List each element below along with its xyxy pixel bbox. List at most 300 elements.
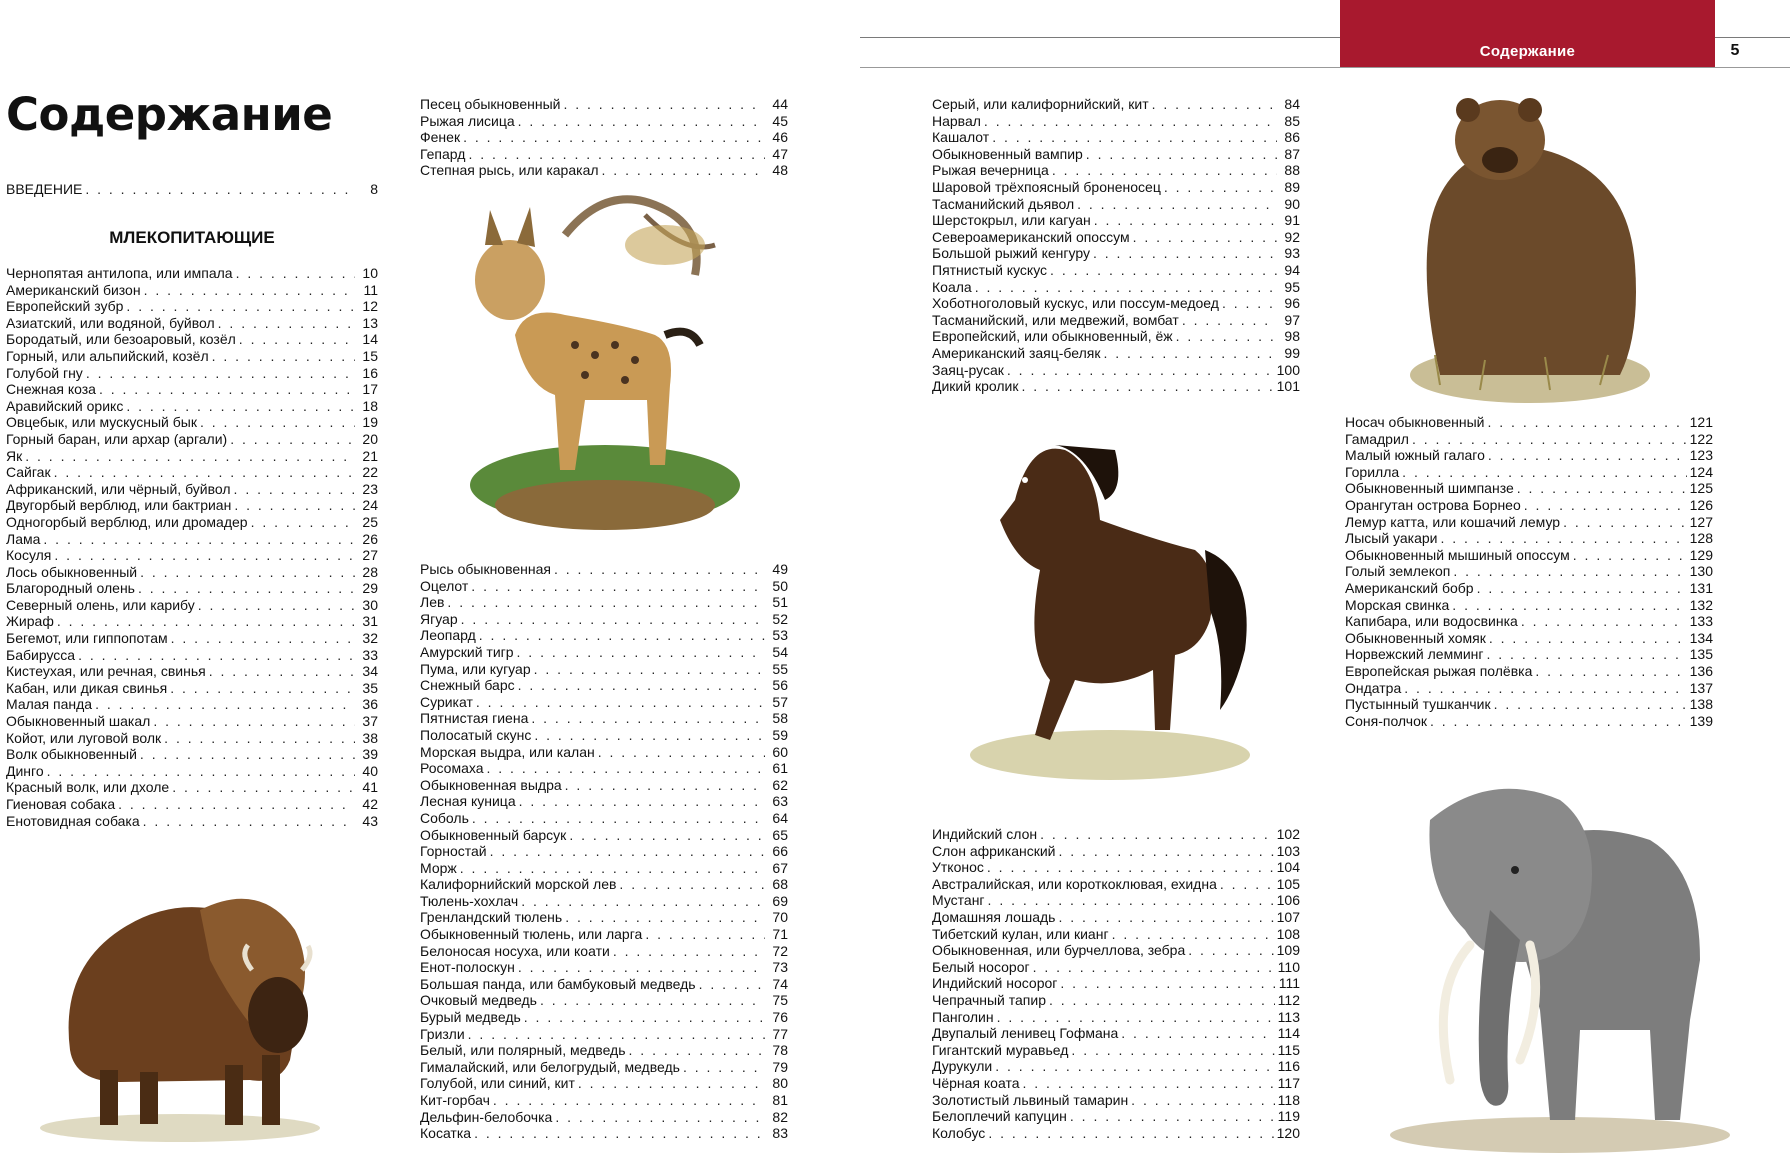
toc-entry[interactable] — [420, 113, 788, 130]
toc-entry-page: 118 — [1277, 1091, 1300, 1108]
toc-entry[interactable] — [420, 727, 788, 744]
toc-entry[interactable] — [932, 1009, 1300, 1026]
dot-leader — [988, 892, 1274, 909]
toc-entry[interactable] — [420, 1109, 788, 1126]
toc-entry-title: Пустынный тушканчик — [1345, 696, 1491, 713]
toc-entry-title: Обыкновенный вампир — [932, 145, 1083, 162]
toc-entry-page: 85 — [1284, 112, 1300, 129]
toc-entry[interactable] — [1345, 447, 1713, 464]
dot-leader — [1060, 975, 1275, 992]
dot-leader — [99, 381, 355, 398]
dot-leader — [1563, 514, 1687, 531]
toc-entry[interactable] — [420, 162, 788, 179]
dot-leader — [1402, 464, 1686, 481]
toc-entry-title: Бурый медведь — [420, 1009, 521, 1026]
dot-leader — [1022, 1075, 1274, 1092]
toc-entry[interactable] — [932, 1075, 1300, 1092]
dot-leader — [518, 959, 765, 976]
toc-entry-title: Гималайский, или белогрудый, медведь — [420, 1058, 680, 1075]
toc-entry[interactable] — [932, 229, 1300, 246]
toc-entry[interactable] — [6, 713, 378, 730]
toc-entry-title: Лесная куница — [420, 793, 516, 810]
toc-entry[interactable] — [1345, 547, 1713, 564]
toc-entry-title: Европейский, или обыкновенный, ёж — [932, 328, 1173, 345]
toc-entry-page: 12 — [362, 298, 378, 315]
dot-leader — [172, 779, 355, 796]
toc-entry-title: Красный волк, или дхоле — [6, 779, 170, 796]
toc-entry[interactable] — [420, 1009, 788, 1026]
toc-entry[interactable] — [420, 561, 788, 578]
toc-entry-page: 56 — [772, 677, 788, 694]
toc-entry[interactable] — [6, 497, 378, 514]
dot-leader — [988, 1125, 1273, 1142]
dot-leader — [569, 827, 765, 844]
toc-entry[interactable] — [420, 876, 788, 893]
dot-leader — [474, 1125, 765, 1142]
toc-entry[interactable] — [1345, 613, 1713, 630]
toc-entry-page: 107 — [1276, 908, 1300, 925]
toc-entry[interactable] — [1345, 497, 1713, 514]
toc-entry[interactable] — [6, 730, 378, 747]
toc-entry-title: Серый, или калифорнийский, кит — [932, 96, 1149, 112]
toc-entry[interactable] — [420, 992, 788, 1009]
toc-entry[interactable] — [6, 414, 378, 431]
toc-entry[interactable] — [420, 146, 788, 163]
dot-leader — [1077, 196, 1277, 213]
dot-leader — [1058, 843, 1273, 860]
elephant-illustration — [1370, 760, 1730, 1160]
toc-entry[interactable] — [420, 909, 788, 926]
dot-leader — [85, 181, 355, 198]
toc-entry[interactable] — [1345, 580, 1713, 597]
toc-entry-page: 117 — [1277, 1074, 1300, 1091]
toc-entry[interactable] — [1345, 630, 1713, 647]
toc-entry-page: 122 — [1689, 430, 1713, 447]
toc-entry-page: 95 — [1284, 278, 1300, 295]
toc-entry-title: Обыкновенная, или бурчеллова, зебра — [932, 942, 1186, 959]
toc-entry-page: 30 — [362, 596, 378, 613]
toc-entry-title: Панголин — [932, 1008, 994, 1025]
toc-entry[interactable] — [932, 162, 1300, 179]
toc-entry[interactable] — [420, 594, 788, 611]
toc-entry[interactable] — [1345, 680, 1713, 697]
dot-leader — [563, 96, 765, 113]
toc-entry[interactable] — [6, 481, 378, 498]
toc-entry-page: 137 — [1689, 679, 1713, 696]
toc-entry[interactable] — [420, 1026, 788, 1043]
toc-entry[interactable] — [420, 611, 788, 628]
dot-leader — [1517, 480, 1687, 497]
dot-leader — [140, 564, 355, 581]
toc-entry[interactable] — [932, 245, 1300, 262]
toc-entry[interactable] — [1345, 597, 1713, 614]
toc-column-3-top — [932, 96, 1300, 395]
toc-entry-page: 99 — [1284, 344, 1300, 361]
toc-entry-page: 103 — [1276, 842, 1300, 859]
toc-entry-title: Обыкновенный шакал — [6, 713, 151, 730]
toc-entry-title: Фенек — [420, 129, 461, 146]
dot-leader — [209, 663, 355, 680]
toc-column-4 — [1345, 414, 1713, 729]
dot-leader — [1404, 680, 1686, 697]
toc-entry-title: Обыкновенная выдра — [420, 776, 562, 793]
toc-entry-page: 76 — [772, 1009, 788, 1026]
toc-entry[interactable] — [932, 1092, 1300, 1109]
toc-entry[interactable] — [932, 96, 1300, 113]
toc-entry-page: 25 — [362, 513, 378, 530]
toc-entry-title: Североамериканский опоссум — [932, 228, 1130, 245]
dot-leader — [447, 594, 765, 611]
toc-entry[interactable] — [932, 942, 1300, 959]
toc-entry[interactable] — [6, 796, 378, 813]
toc-entry[interactable] — [932, 196, 1300, 213]
toc-entry[interactable] — [6, 431, 378, 448]
toc-entry-title: Голубой гну — [6, 364, 83, 381]
toc-entry[interactable] — [932, 113, 1300, 130]
toc-entry[interactable] — [932, 975, 1300, 992]
dot-leader — [468, 146, 765, 163]
toc-entry-title: Снежный барс — [420, 677, 515, 694]
dot-leader — [1021, 378, 1273, 395]
toc-entry[interactable] — [932, 926, 1300, 943]
toc-entry-title: Азиатский, или водяной, буйвол — [6, 314, 215, 331]
toc-entry-page: 26 — [362, 530, 378, 547]
toc-entry-page: 90 — [1284, 195, 1300, 212]
toc-entry[interactable] — [6, 265, 378, 282]
toc-entry-page: 128 — [1689, 530, 1713, 547]
toc-entry[interactable] — [932, 1042, 1300, 1059]
toc-entry-page: 28 — [362, 563, 378, 580]
toc-entry[interactable] — [420, 1125, 788, 1142]
dot-leader — [1489, 630, 1687, 647]
dot-leader — [1182, 312, 1277, 329]
toc-entry-title: Калифорнийский морской лев — [420, 876, 617, 893]
toc-entry[interactable] — [6, 514, 378, 531]
toc-entry-title: ВВЕДЕНИЕ — [6, 181, 83, 197]
dot-leader — [461, 611, 765, 628]
toc-entry[interactable] — [420, 694, 788, 711]
dot-leader — [251, 514, 355, 531]
toc-entry-title: Леопард — [420, 627, 476, 644]
toc-entry[interactable] — [6, 663, 378, 680]
toc-entry-title: Соня-полчок — [1345, 712, 1427, 729]
toc-entry-page: 100 — [1276, 361, 1300, 378]
toc-entry[interactable] — [6, 613, 378, 630]
toc-entry[interactable] — [932, 843, 1300, 860]
toc-entry-page: 27 — [362, 547, 378, 564]
toc-entry[interactable] — [6, 746, 378, 763]
toc-entry-title: Койот, или луговой волк — [6, 729, 162, 746]
toc-entry[interactable] — [1345, 480, 1713, 497]
toc-entry[interactable] — [932, 146, 1300, 163]
dot-leader — [565, 777, 765, 794]
toc-entry-page: 113 — [1277, 1008, 1300, 1025]
toc-entry[interactable] — [1345, 663, 1713, 680]
toc-entry[interactable] — [1345, 713, 1713, 730]
toc-entry[interactable] — [6, 763, 378, 780]
toc-entry[interactable] — [932, 1125, 1300, 1142]
toc-entry-title: Рыжая вечерница — [932, 162, 1049, 179]
toc-entry-page: 70 — [772, 909, 788, 926]
toc-entry[interactable] — [420, 943, 788, 960]
dot-leader — [1176, 328, 1277, 345]
toc-entry-page: 47 — [772, 145, 788, 162]
toc-entry[interactable] — [420, 1042, 788, 1059]
toc-entry-title: Бородатый, или безоаровый, козёл — [6, 331, 236, 348]
toc-entry[interactable] — [420, 644, 788, 661]
toc-entry[interactable] — [420, 760, 788, 777]
toc-entry-page: 59 — [772, 726, 788, 743]
toc-entry[interactable] — [420, 843, 788, 860]
toc-entry-page: 87 — [1284, 145, 1300, 162]
dot-leader — [493, 1092, 765, 1109]
toc-entry[interactable] — [6, 779, 378, 796]
dot-leader — [1453, 563, 1686, 580]
toc-entry[interactable] — [932, 129, 1300, 146]
toc-entry[interactable] — [932, 295, 1300, 312]
dot-leader — [25, 448, 355, 465]
toc-entry-page: 61 — [772, 760, 788, 777]
toc-entry[interactable] — [6, 597, 378, 614]
toc-entry-title: Тасманийский, или медвежий, вомбат — [932, 311, 1179, 328]
toc-entry-title: Волк обыкновенный — [6, 746, 137, 763]
toc-entry[interactable] — [420, 744, 788, 761]
toc-entry[interactable] — [6, 564, 378, 581]
toc-entry[interactable] — [1345, 514, 1713, 531]
toc-entry[interactable] — [420, 793, 788, 810]
toc-entry-title: Белый носорог — [932, 958, 1030, 975]
toc-entry-title: Малая панда — [6, 696, 93, 713]
toc-entry-page: 130 — [1689, 563, 1713, 580]
toc-entry[interactable] — [6, 448, 378, 465]
toc-entry[interactable] — [932, 312, 1300, 329]
toc-entry-title: Голый землекоп — [1345, 563, 1451, 580]
toc-entry[interactable] — [1345, 646, 1713, 663]
toc-entry-page: 120 — [1276, 1124, 1300, 1141]
toc-entry-title: Гренландский тюлень — [420, 909, 563, 926]
toc-entry[interactable] — [932, 876, 1300, 893]
toc-entry[interactable] — [6, 547, 378, 564]
toc-entry[interactable] — [1345, 696, 1713, 713]
toc-entry[interactable] — [6, 531, 378, 548]
toc-entry-title: Носач обыкновенный — [1345, 414, 1485, 430]
toc-entry[interactable] — [420, 1075, 788, 1092]
toc-entry[interactable] — [932, 345, 1300, 362]
toc-entry-title: Коала — [932, 278, 972, 295]
toc-entry[interactable] — [6, 647, 378, 664]
toc-entry-page: 86 — [1284, 129, 1300, 146]
toc-entry-page: 13 — [362, 314, 378, 331]
toc-entry-title: Лев — [420, 594, 445, 611]
toc-entry-title: Американский заяц-беляк — [932, 344, 1101, 361]
dot-leader — [1412, 431, 1687, 448]
toc-entry[interactable] — [1345, 530, 1713, 547]
toc-entry-page: 104 — [1276, 859, 1300, 876]
toc-entry[interactable] — [1345, 431, 1713, 448]
dot-leader — [1486, 646, 1686, 663]
toc-entry[interactable] — [420, 827, 788, 844]
toc-entry[interactable] — [420, 926, 788, 943]
toc-entry-page: 124 — [1689, 463, 1713, 480]
toc-entry-title: Чёрная коата — [932, 1074, 1020, 1091]
toc-entry-title: Горный баран, или архар (аргали) — [6, 430, 228, 447]
toc-entry-page: 54 — [772, 643, 788, 660]
toc-entry-title: Чернопятая антилопа, или импала — [6, 265, 233, 281]
toc-entry-page: 123 — [1689, 447, 1713, 464]
toc-entry[interactable] — [932, 362, 1300, 379]
dot-leader — [518, 677, 765, 694]
toc-entry-page: 98 — [1284, 328, 1300, 345]
toc-entry-title: Двугорбый верблюд, или бактриан — [6, 497, 232, 514]
dot-leader — [1093, 245, 1277, 262]
toc-entry[interactable] — [420, 96, 788, 113]
toc-entry-page: 46 — [772, 129, 788, 146]
toc-entry-title: Австралийская, или короткоклювая, ехидна — [932, 875, 1217, 892]
toc-entry-title: Очковый медведь — [420, 992, 537, 1009]
toc-entry[interactable] — [420, 976, 788, 993]
toc-entry[interactable] — [932, 212, 1300, 229]
toc-entry[interactable] — [6, 298, 378, 315]
header-rule-lower — [860, 67, 1790, 68]
toc-entry-page: 16 — [362, 364, 378, 381]
toc-entry-title: Тибетский кулан, или кианг — [932, 925, 1109, 942]
toc-entry[interactable] — [6, 580, 378, 597]
toc-entry[interactable] — [1345, 563, 1713, 580]
toc-entry-page: 11 — [363, 281, 378, 298]
toc-entry[interactable] — [420, 777, 788, 794]
toc-entry[interactable] — [932, 328, 1300, 345]
toc-entry[interactable] — [6, 348, 378, 365]
toc-entry[interactable] — [6, 381, 378, 398]
toc-entry-page: 139 — [1689, 712, 1713, 729]
toc-entry-page: 136 — [1689, 662, 1713, 679]
toc-entry-page: 84 — [1284, 96, 1300, 112]
dot-leader — [629, 1042, 765, 1059]
dot-leader — [234, 481, 355, 498]
dot-leader — [995, 1058, 1274, 1075]
toc-entry[interactable] — [420, 1059, 788, 1076]
toc-entry[interactable] — [420, 959, 788, 976]
toc-entry[interactable] — [932, 909, 1300, 926]
toc-entry-title: Шерстокрыл, или кагуан — [932, 212, 1091, 229]
toc-entry-title: Горностай — [420, 843, 487, 860]
toc-entry[interactable] — [6, 696, 378, 713]
dot-leader — [54, 547, 355, 564]
page-title: Содержание — [6, 88, 333, 141]
dot-leader — [1430, 713, 1687, 730]
toc-entry-title: Мустанг — [932, 892, 985, 909]
toc-entry[interactable] — [6, 813, 378, 830]
toc-entry[interactable] — [420, 810, 788, 827]
toc-entry[interactable] — [420, 893, 788, 910]
toc-entry[interactable] — [932, 892, 1300, 909]
toc-entry[interactable] — [932, 1108, 1300, 1125]
toc-entry[interactable] — [6, 680, 378, 697]
toc-entry[interactable] — [932, 1058, 1300, 1075]
toc-entry-page: 97 — [1284, 311, 1300, 328]
toc-entry-title: Дикий кролик — [932, 378, 1019, 395]
toc-entry[interactable] — [420, 578, 788, 595]
toc-entry[interactable] — [420, 677, 788, 694]
toc-entry[interactable] — [932, 826, 1300, 843]
toc-entry[interactable] — [932, 992, 1300, 1009]
toc-entry[interactable] — [1345, 464, 1713, 481]
toc-entry[interactable] — [932, 279, 1300, 296]
toc-entry[interactable] — [420, 661, 788, 678]
toc-entry[interactable] — [6, 398, 378, 415]
toc-entry[interactable] — [932, 179, 1300, 196]
toc-entry-page: 134 — [1689, 629, 1713, 646]
toc-entry[interactable] — [6, 282, 378, 299]
toc-entry[interactable] — [6, 630, 378, 647]
toc-entry-page: 96 — [1284, 295, 1300, 312]
toc-entry-title: Аравийский орикс — [6, 397, 124, 414]
dot-leader — [1524, 497, 1687, 514]
toc-entry-title: Кит-горбач — [420, 1092, 490, 1108]
toc-entry-title: Ягуар — [420, 610, 458, 627]
toc-entry-title: Европейский зубр — [6, 298, 124, 315]
toc-entry-page: 133 — [1689, 613, 1713, 630]
dot-leader — [554, 561, 765, 578]
toc-entry[interactable] — [932, 378, 1300, 395]
dot-leader — [171, 630, 355, 647]
dot-leader — [460, 860, 765, 877]
dot-leader — [1049, 992, 1275, 1009]
toc-entry-page: 62 — [772, 776, 788, 793]
toc-entry[interactable] — [932, 262, 1300, 279]
dot-leader — [517, 644, 765, 661]
toc-entry[interactable] — [932, 1025, 1300, 1042]
dot-leader — [975, 279, 1277, 296]
toc-entry[interactable] — [420, 627, 788, 644]
toc-entry-title: Рыжая лисица — [420, 112, 515, 129]
dot-leader — [212, 348, 355, 365]
toc-entry-page: 69 — [772, 892, 788, 909]
toc-entry[interactable] — [932, 859, 1300, 876]
toc-entry-title: Обыкновенный шимпанзе — [1345, 480, 1514, 497]
toc-entry[interactable] — [6, 365, 378, 382]
toc-entry[interactable] — [932, 959, 1300, 976]
toc-entry-page: 82 — [772, 1108, 788, 1125]
toc-entry-page: 81 — [772, 1092, 788, 1108]
toc-entry[interactable] — [6, 464, 378, 481]
toc-entry-title: Степная рысь, или каракал — [420, 162, 599, 179]
dot-leader — [1104, 345, 1278, 362]
toc-entry-page: 57 — [772, 693, 788, 710]
toc-entry[interactable] — [6, 331, 378, 348]
dot-leader — [1222, 295, 1277, 312]
toc-entry[interactable] — [420, 129, 788, 146]
dot-leader — [683, 1059, 765, 1076]
toc-entry-title: Бабирусса — [6, 646, 76, 663]
dot-leader — [1112, 926, 1274, 943]
toc-entry-page: 74 — [772, 975, 788, 992]
toc-entry[interactable] — [420, 710, 788, 727]
toc-intro-row[interactable] — [6, 181, 378, 198]
toc-entry-title: Хоботноголовый кускус, или поссум-медоед — [932, 295, 1219, 312]
toc-entry[interactable] — [1345, 414, 1713, 431]
toc-entry[interactable] — [420, 860, 788, 877]
toc-entry-page: 49 — [772, 561, 788, 577]
header-section-bar — [1340, 0, 1715, 67]
toc-entry-page: 71 — [772, 926, 788, 943]
toc-entry-title: Горилла — [1345, 463, 1400, 480]
toc-entry[interactable] — [420, 1092, 788, 1109]
toc-entry-title: Полосатый скунс — [420, 726, 532, 743]
toc-entry[interactable] — [6, 315, 378, 332]
toc-entry-title: Овцебык, или мускусный бык — [6, 414, 197, 431]
dot-leader — [1152, 96, 1277, 113]
